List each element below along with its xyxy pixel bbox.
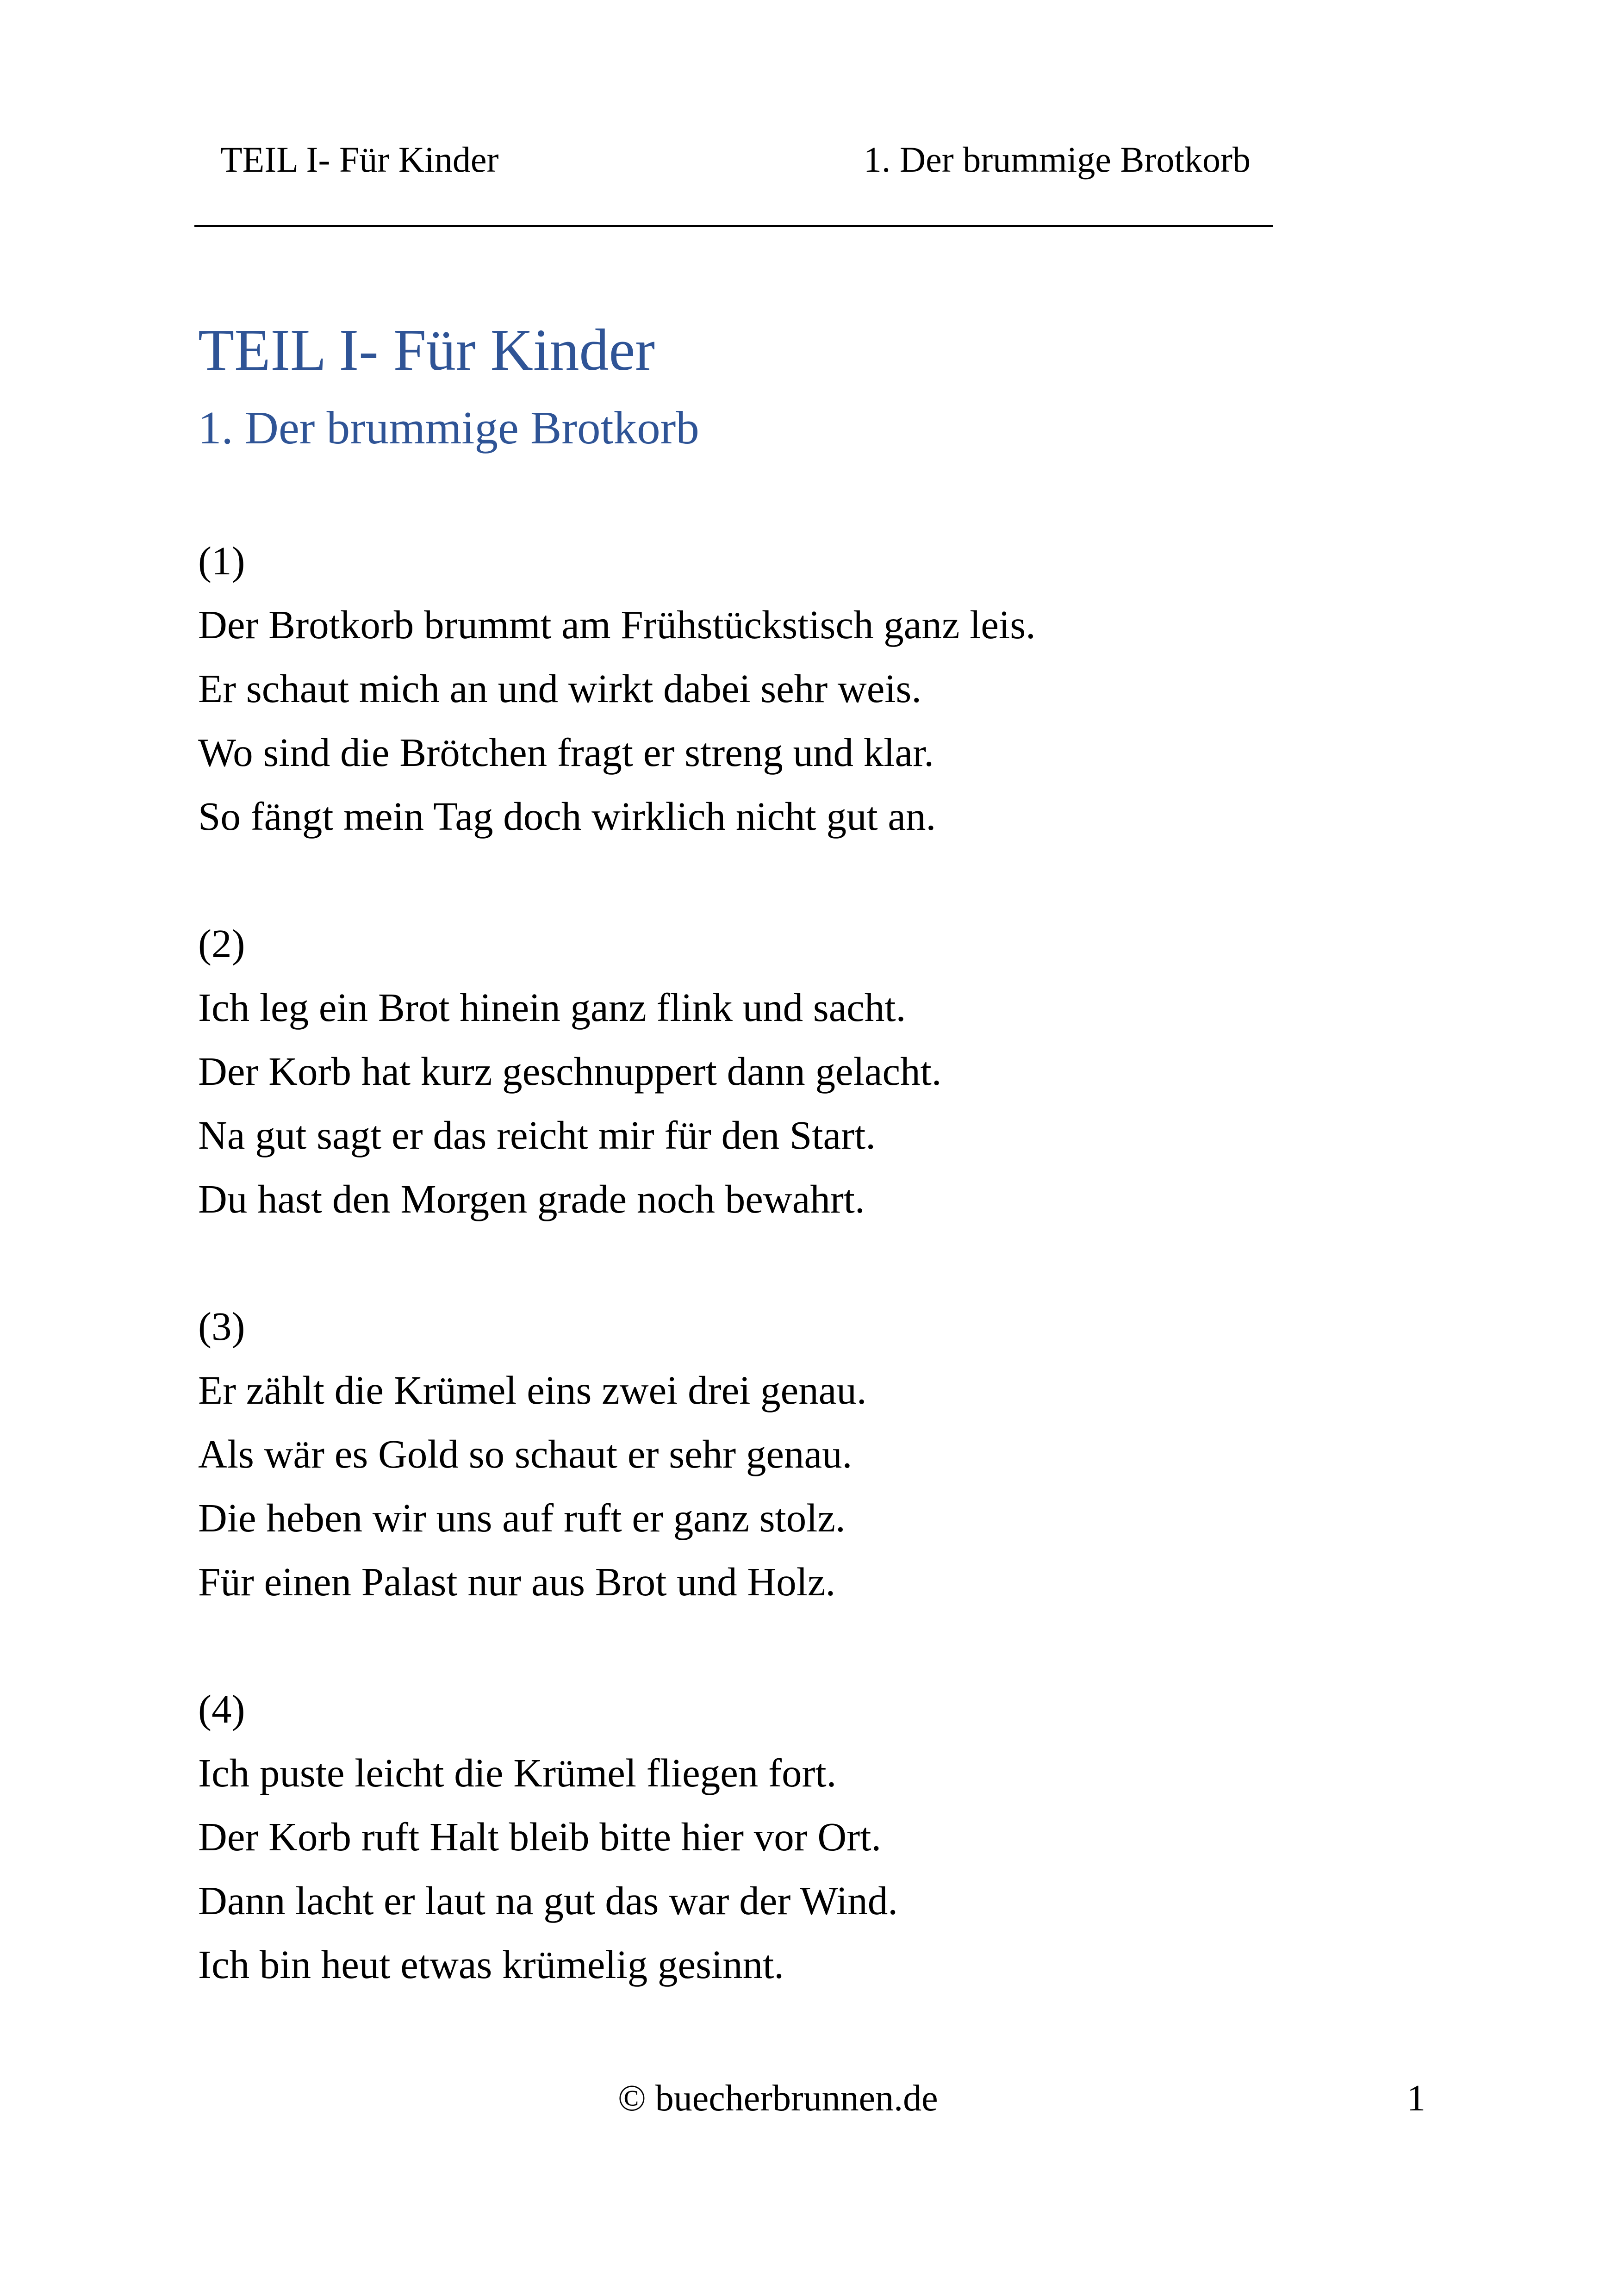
verse-line: Du hast den Morgen grade noch bewahrt. — [198, 1176, 865, 1221]
verse-line: Wo sind die Brötchen fragt er streng und klar. — [198, 729, 934, 775]
part-title: TEIL I- Für Kinder — [198, 317, 655, 383]
verse-line: Ich bin heut etwas krümelig gesinnt. — [198, 1941, 784, 1987]
verse-line: Der Brotkorb brummt am Frühstückstisch ganz leis. — [198, 602, 1036, 647]
page-number: 1 — [1407, 2078, 1425, 2119]
header-chapter-title: 1. Der brummige Brotkorb — [863, 139, 1251, 180]
verse-line: Er schaut mich an und wirkt dabei sehr weis. — [198, 666, 922, 711]
verse-line: Als wär es Gold so schaut er sehr genau. — [198, 1431, 853, 1476]
verse-line: Der Korb hat kurz geschnuppert dann gelacht. — [198, 1048, 942, 1094]
stanza-3 — [198, 1294, 1401, 1614]
verse-line: Der Korb ruft Halt bleib bitte hier vor Ort. — [198, 1814, 882, 1859]
stanza-4 — [198, 1677, 1401, 1997]
chapter-title: 1. Der brummige Brotkorb — [198, 401, 699, 454]
stanza-2 — [198, 912, 1401, 1231]
verse-line: Die heben wir uns auf ruft er ganz stolz. — [198, 1495, 846, 1540]
running-header — [194, 125, 1273, 227]
header-part-title: TEIL I- Für Kinder — [220, 139, 499, 180]
verse-line: Er zählt die Krümel eins zwei drei genau. — [198, 1367, 867, 1412]
page-content — [198, 315, 1401, 2060]
stanza-1 — [198, 529, 1401, 848]
verse-line: Ich puste leicht die Krümel fliegen fort. — [198, 1750, 837, 1795]
stanza-number: (2) — [198, 921, 245, 966]
poem — [198, 529, 1401, 1997]
stanza-number: (3) — [198, 1303, 245, 1349]
verse-line: Für einen Palast nur aus Brot und Holz. — [198, 1559, 836, 1604]
verse-line: So fängt mein Tag doch wirklich nicht gut an. — [198, 793, 936, 839]
stanza-number: (4) — [198, 1686, 245, 1731]
footer-copyright: © buecherbrunnen.de — [618, 2078, 938, 2119]
verse-line: Dann lacht er laut na gut das war der Wind. — [198, 1878, 898, 1923]
stanza-number: (1) — [198, 538, 245, 583]
verse-line: Ich leg ein Brot hinein ganz flink und sacht. — [198, 984, 906, 1030]
verse-line: Na gut sagt er das reicht mir für den Start. — [198, 1112, 876, 1157]
